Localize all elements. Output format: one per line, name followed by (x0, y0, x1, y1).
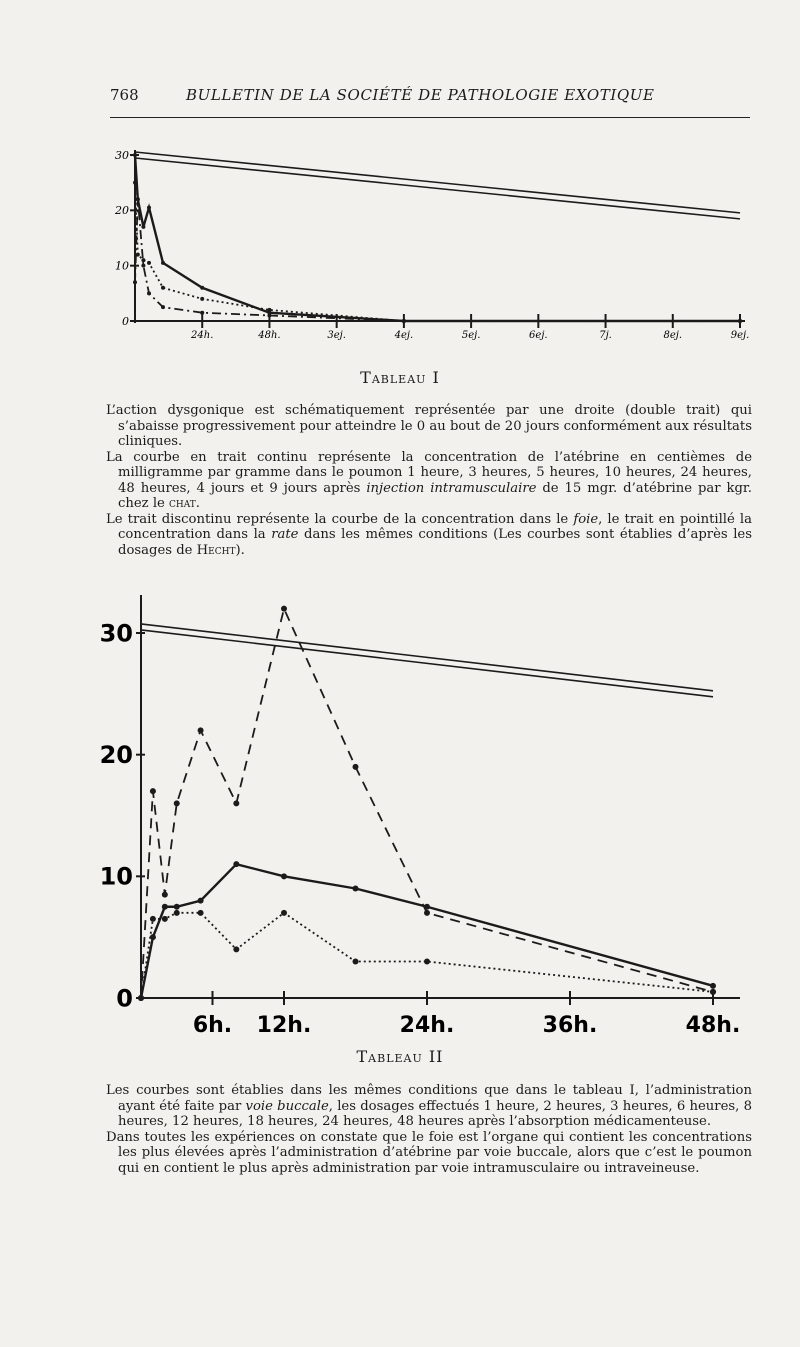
series-solid-point (233, 861, 239, 867)
series-solid-point (200, 286, 204, 290)
series-dash-dot-point (738, 319, 742, 323)
series-solid-line (141, 864, 713, 998)
series-dashed-point (424, 910, 430, 916)
series-solid-point (141, 225, 145, 229)
series-dash-dot-point (402, 319, 406, 323)
tableau-2-caption: Tableau II (356, 1047, 444, 1066)
x-tick-label: 7j. (599, 330, 612, 341)
series-dotted-point (710, 989, 716, 995)
series-solid-point (147, 206, 151, 210)
series-dash-dot-point (141, 264, 145, 268)
tableau-1-legend-text (106, 403, 752, 558)
x-tick-label: 8ej. (663, 330, 683, 341)
series-dotted-point (141, 258, 145, 262)
series-dashed-point (162, 892, 168, 898)
y-tick-label: 30 (99, 619, 133, 648)
tableau-2-legend-text (106, 1083, 752, 1176)
series-dotted-point (353, 959, 359, 965)
header-rule (110, 117, 750, 118)
series-dotted-point (281, 910, 287, 916)
y-tick-label: 10 (99, 862, 133, 891)
series-double-line-upper (141, 624, 713, 691)
x-tick-label: 12h. (256, 1013, 312, 1038)
series-dash-dot-point (136, 197, 140, 201)
x-tick-label: 36h. (542, 1013, 598, 1038)
series-dotted-point (174, 910, 180, 916)
series-dotted-point (162, 916, 168, 922)
x-tick-label: 24h. (399, 1013, 455, 1038)
series-dashed-point (353, 764, 359, 770)
tableau-2-chart (0, 590, 800, 1040)
legend-paragraph-2: La courbe en trait continu représente la concentration de l’atébrine en centièmes de milligramme par gramme dans le poumon 1 heure, 3 heures, 5 heures, 10 heures, 24 heures, 48 heures, 4 jours et 9 jours après injection intramusculaire de 15 mgr. d’atébrine par kgr. chez le chat. (106, 449, 752, 511)
series-dash-dot-point (267, 313, 271, 317)
x-tick-label: 4ej. (394, 330, 414, 341)
y-tick-label: 10 (115, 259, 129, 273)
series-double-line-lower (141, 630, 713, 697)
series-dash-dot-point (161, 305, 165, 309)
series-dashed-point (174, 800, 180, 806)
series-dotted-point (233, 946, 239, 952)
series-dotted-point (198, 910, 204, 916)
x-tick-label: 6ej. (529, 330, 548, 341)
tableau-1-chart (0, 140, 800, 350)
series-solid-point (174, 904, 180, 910)
x-tick-label: 9ej. (730, 330, 750, 341)
legend-paragraph-4: Les courbes sont établies dans les mêmes conditions que dans le tableau I, l’administration ayant été faite par voie buccale, les dosages effectués 1 heure, 2 heures, 3 heures, 6 heures, 8 heures, 12 heures, 18 heures, 24 heures, 48 heures après l’absorption médicamenteuse. (106, 1083, 752, 1129)
legend-paragraph-3: Le trait discontinu représente la courbe de la concentration dans le foie, le trait en pointillé la concentration dans la rate dans les mêmes conditions (Les courbes sont établies d’après les dosages de Hecht). (106, 511, 752, 558)
page-number: 768 (110, 86, 139, 104)
series-dashed-point (198, 727, 204, 733)
x-tick-label: 5ej. (461, 330, 481, 341)
series-dotted-point (150, 916, 156, 922)
y-tick-label: 20 (99, 741, 133, 770)
series-double-line-upper (135, 152, 740, 213)
series-dash-dot-point (147, 291, 151, 295)
series-dotted-point (138, 995, 144, 1001)
y-tick-label: 0 (116, 984, 133, 1013)
legend-paragraph-1: L’action dysgonique est schématiquement représentée par une droite (double trait) qui s’abaisse progressivement pour atteindre le 0 au bout de 20 jours conformément aux résultats cliniques. (106, 403, 752, 449)
series-dashed-point (150, 788, 156, 794)
series-solid-point (133, 153, 137, 157)
x-tick-label: 48h. (685, 1013, 741, 1038)
series-dash-dot-point (200, 311, 204, 315)
y-tick-label: 0 (122, 314, 129, 328)
series-dotted-point (133, 181, 137, 185)
series-dotted-point (161, 286, 165, 290)
x-tick-label: 24h. (191, 330, 214, 341)
x-tick-label: 3ej. (327, 330, 346, 341)
series-solid-point (161, 261, 165, 265)
series-dotted-point (267, 308, 271, 312)
legend-paragraph-5: Dans toutes les expériences on constate que le foie est l’organe qui contient les concentrations les plus élevées après l’administration d’atébrine par voie buccale, alors que c’est le poumon qui en contient le plus après administration par voie intramusculaire ou intraveineuse. (106, 1129, 752, 1176)
series-double-line-lower (135, 158, 740, 219)
series-solid-line (135, 155, 740, 321)
series-solid-point (710, 983, 716, 989)
series-dashed-point (233, 800, 239, 806)
series-dotted-line (141, 913, 713, 998)
y-tick-label: 30 (115, 148, 129, 162)
series-dotted-point (147, 261, 151, 265)
series-dotted-point (424, 959, 430, 965)
page-header (110, 86, 750, 110)
series-dotted-point (200, 297, 204, 301)
series-dash-dot-line (135, 199, 740, 321)
series-solid-point (162, 904, 168, 910)
x-tick-label: 6h. (192, 1013, 233, 1038)
series-solid-point (198, 898, 204, 904)
series-solid-point (353, 886, 359, 892)
series-solid-point (281, 873, 287, 879)
y-tick-label: 20 (115, 204, 129, 218)
journal-title: BULLETIN DE LA SOCIÉTÉ DE PATHOLOGIE EXOTIQUE (186, 86, 655, 104)
tableau-1-caption: Tableau I (360, 368, 440, 387)
x-tick-label: 48h. (258, 330, 281, 341)
series-dashed-point (281, 606, 287, 612)
series-dash-dot-point (133, 280, 137, 284)
